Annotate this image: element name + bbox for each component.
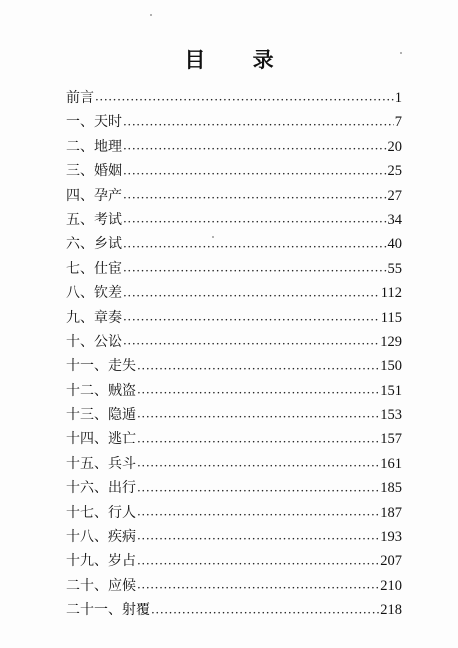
toc-entry bbox=[66, 330, 402, 354]
toc-entry-label: 二十一、射覆 bbox=[66, 602, 150, 619]
dot-leader bbox=[123, 261, 387, 281]
toc-entry-page-number: 27 bbox=[387, 187, 402, 204]
toc-entry-label: 十五、兵斗 bbox=[66, 455, 136, 472]
toc-entry-page-number: 34 bbox=[387, 211, 402, 228]
toc-entry bbox=[66, 86, 402, 110]
toc-entry-page-number: 40 bbox=[387, 236, 402, 253]
toc-entry bbox=[66, 232, 402, 256]
toc-entry-label: 二十、应候 bbox=[66, 577, 136, 594]
toc-entry-label: 十九、岁占 bbox=[66, 553, 136, 570]
dot-leader bbox=[123, 212, 387, 232]
toc-entry-label: 十七、行人 bbox=[66, 504, 136, 521]
toc-entry bbox=[66, 110, 402, 134]
toc-entry-page-number: 185 bbox=[380, 480, 402, 497]
toc-entry-label: 十四、逃亡 bbox=[66, 431, 136, 448]
toc-entry-label: 十三、隐遁 bbox=[66, 407, 136, 424]
toc-list bbox=[66, 86, 402, 623]
toc-entry-label: 八、钦差 bbox=[66, 285, 122, 302]
toc-entry-page-number: 55 bbox=[387, 260, 402, 277]
dot-leader bbox=[123, 139, 387, 159]
toc-entry bbox=[66, 208, 402, 232]
toc-entry-page-number: 153 bbox=[380, 407, 402, 424]
dot-leader bbox=[123, 164, 387, 184]
toc-entry-page-number: 193 bbox=[380, 529, 402, 546]
dot-leader bbox=[123, 334, 379, 354]
toc-entry-page-number: 161 bbox=[380, 455, 402, 472]
toc-entry-page-number: 7 bbox=[394, 114, 402, 131]
toc-entry bbox=[66, 257, 402, 281]
toc-entry-label: 三、婚姻 bbox=[66, 163, 122, 180]
toc-entry-page-number: 151 bbox=[380, 382, 402, 399]
toc-entry bbox=[66, 427, 402, 451]
toc-entry bbox=[66, 379, 402, 403]
page-title: 目 录 bbox=[184, 48, 294, 72]
toc-entry-label: 一、天时 bbox=[66, 114, 122, 131]
dot-leader bbox=[137, 407, 379, 427]
toc-entry bbox=[66, 159, 402, 183]
toc-entry bbox=[66, 281, 402, 305]
toc-entry-label: 五、考试 bbox=[66, 211, 122, 228]
dot-leader bbox=[123, 115, 394, 135]
dot-leader bbox=[137, 432, 379, 452]
dot-leader bbox=[123, 286, 380, 306]
toc-entry-page-number: 115 bbox=[380, 309, 402, 326]
toc-entry bbox=[66, 525, 402, 549]
toc-entry-page-number: 187 bbox=[380, 504, 402, 521]
toc-entry-label: 十八、疾病 bbox=[66, 529, 136, 546]
toc-entry bbox=[66, 501, 402, 525]
dot-leader bbox=[137, 383, 379, 403]
toc-entry bbox=[66, 306, 402, 330]
toc-entry-page-number: 20 bbox=[387, 138, 402, 155]
toc-entry bbox=[66, 184, 402, 208]
dot-leader bbox=[123, 310, 380, 330]
toc-entry-label: 四、孕产 bbox=[66, 187, 122, 204]
dot-leader bbox=[137, 456, 379, 476]
toc-entry-page-number: 1 bbox=[394, 89, 402, 106]
dot-leader bbox=[137, 481, 379, 501]
dot-leader bbox=[137, 554, 379, 574]
toc-entry bbox=[66, 403, 402, 427]
toc-entry-label: 七、仕宦 bbox=[66, 260, 122, 277]
dot-leader bbox=[137, 529, 379, 549]
toc-entry-page-number: 150 bbox=[380, 358, 402, 375]
toc-entry-label: 十、公讼 bbox=[66, 333, 122, 350]
dot-leader bbox=[123, 188, 387, 208]
dot-leader bbox=[137, 359, 379, 379]
toc-entry-label: 十一、走失 bbox=[66, 358, 136, 375]
dot-leader bbox=[95, 90, 394, 110]
dot-leader bbox=[151, 603, 379, 623]
toc-entry bbox=[66, 549, 402, 573]
toc-entry-label: 十二、贼盗 bbox=[66, 382, 136, 399]
toc-entry bbox=[66, 354, 402, 378]
toc-entry-page-number: 25 bbox=[387, 163, 402, 180]
toc-entry-page-number: 207 bbox=[380, 553, 402, 570]
toc-entry bbox=[66, 135, 402, 159]
toc-entry bbox=[66, 476, 402, 500]
toc-entry-page-number: 210 bbox=[380, 577, 402, 594]
toc-entry-page-number: 112 bbox=[380, 285, 402, 302]
toc-entry-page-number: 218 bbox=[380, 602, 402, 619]
toc-entry-label: 十六、出行 bbox=[66, 480, 136, 497]
toc-entry-label: 前言 bbox=[66, 89, 94, 106]
scan-speck bbox=[212, 236, 214, 238]
dot-leader bbox=[137, 505, 379, 525]
toc-entry bbox=[66, 598, 402, 622]
toc-entry-page-number: 157 bbox=[380, 431, 402, 448]
toc-entry-label: 二、地理 bbox=[66, 138, 122, 155]
toc-entry-label: 六、乡试 bbox=[66, 236, 122, 253]
toc-entry-page-number: 129 bbox=[380, 333, 402, 350]
dot-leader bbox=[137, 578, 379, 598]
toc-entry bbox=[66, 574, 402, 598]
toc-entry-label: 九、章奏 bbox=[66, 309, 122, 326]
scan-speck bbox=[150, 14, 152, 16]
scan-speck bbox=[400, 52, 402, 54]
dot-leader bbox=[123, 237, 387, 257]
toc-entry bbox=[66, 452, 402, 476]
